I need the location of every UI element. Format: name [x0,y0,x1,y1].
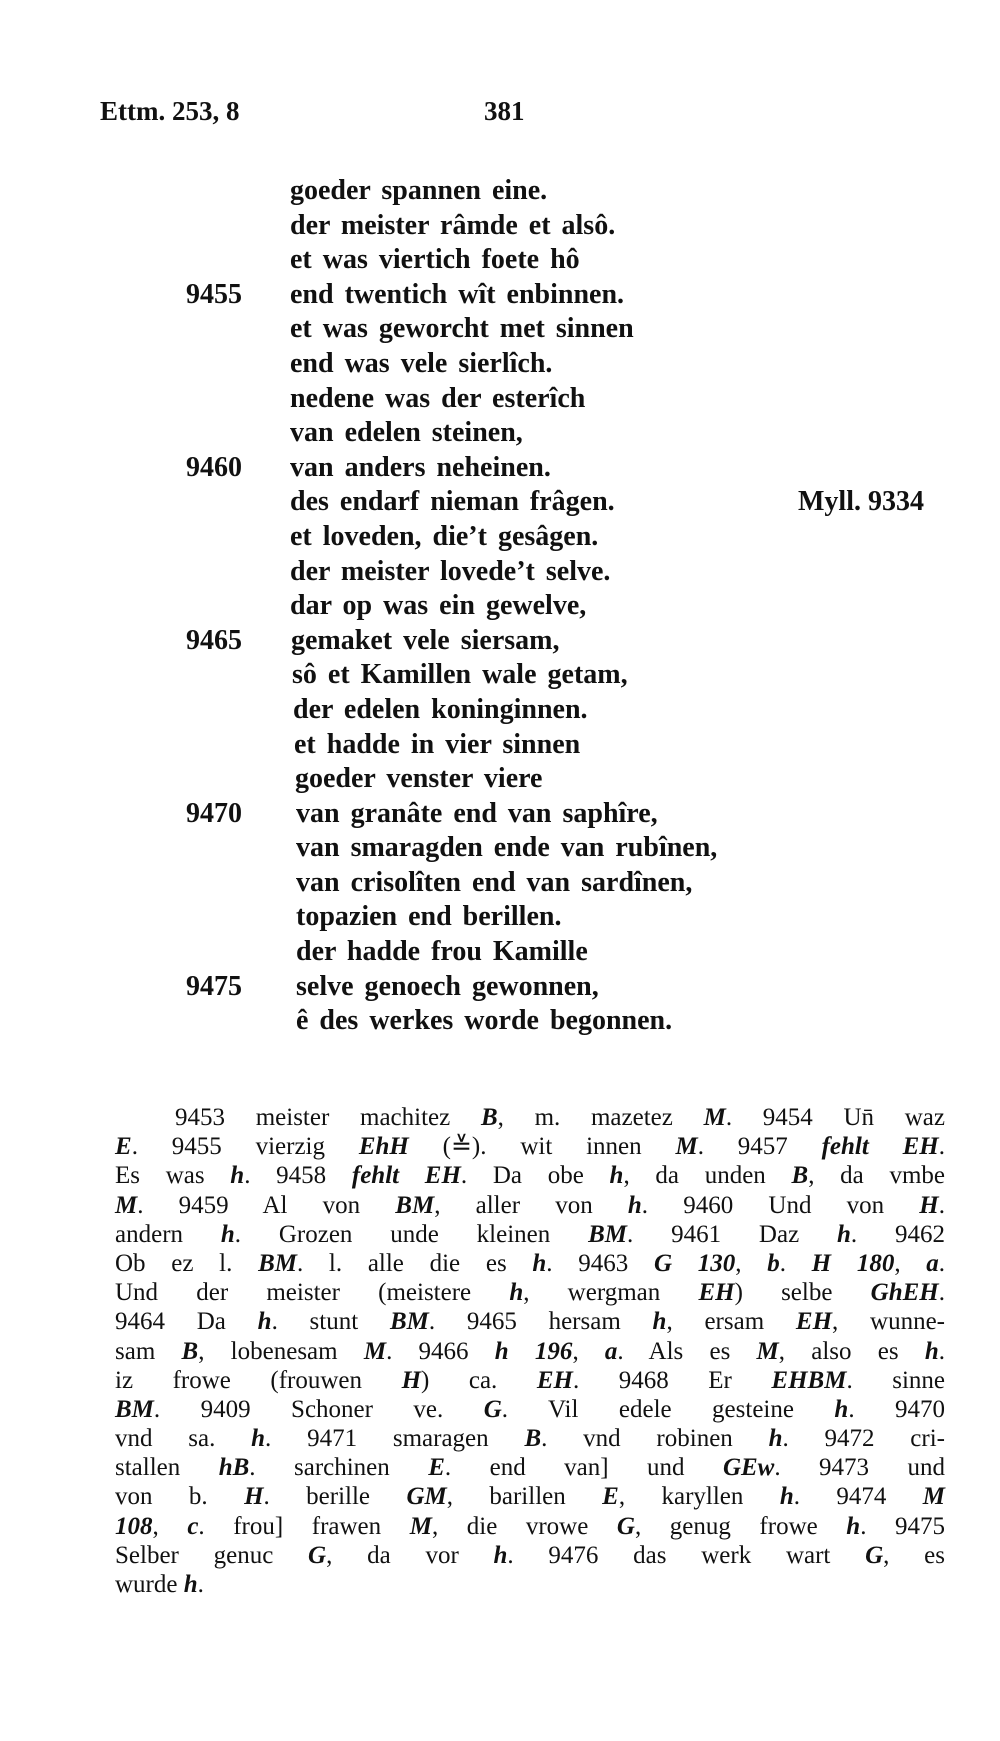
verse-text: selve genoech gewonnen, [296,970,599,1002]
manuscript-siglum: hB [218,1454,250,1482]
critical-apparatus-footnotes [115,1103,945,1599]
manuscript-siglum: E [115,1133,132,1161]
manuscript-siglum: EHBM [771,1366,847,1394]
footnote-line [115,1278,945,1307]
footnote-text: , ersam [666,1308,796,1336]
manuscript-siglum: M [756,1337,779,1365]
verse-text: van granâte end van saphîre, [296,797,658,829]
footnote-text: Es was [115,1162,231,1190]
manuscript-siglum: H [244,1483,264,1511]
manuscript-siglum: h 196 [494,1337,573,1365]
verse-line [0,278,1000,313]
footnote-line [115,1482,945,1511]
footnote-text: . 9471 smaragen [265,1425,525,1453]
verse-line [0,935,1000,970]
manuscript-siglum: EH [536,1366,573,1394]
verse-text-block [0,174,1000,1039]
manuscript-siglum: h [532,1249,547,1277]
verse-line [0,382,1000,417]
verse-line [0,174,1000,209]
footnote-line [115,1395,945,1424]
manuscript-siglum: E [428,1454,445,1482]
footnote-text: . frou] frawen [198,1512,410,1540]
footnote-text: . 9475 [860,1512,946,1540]
footnote-text: , da vmbe [808,1162,946,1190]
footnote-text: . 9454 Un̄ waz [725,1104,945,1131]
footnote-text: ) selbe [734,1279,871,1307]
footnote-text: andern [115,1220,221,1248]
verse-text: end twentich wît enbinnen. [290,278,625,310]
footnote-text: , [735,1249,768,1277]
manuscript-siglum: G [865,1541,884,1569]
footnote-line [115,1337,945,1366]
manuscript-siglum: BM [395,1191,435,1219]
verse-text: et was viertich foete hô [290,244,580,276]
manuscript-siglum: a [604,1337,618,1365]
manuscript-siglum: h [509,1279,524,1307]
line-number: 9465 [186,624,242,656]
verse-line [0,312,1000,347]
manuscript-siglum: BM [588,1220,628,1248]
footnote-line [115,1366,945,1395]
manuscript-siglum: h [834,1395,849,1423]
verse-line [0,520,1000,555]
manuscript-siglum: GM [406,1483,447,1511]
manuscript-siglum: h [493,1541,508,1569]
verse-text: der meister râmde et alsô. [290,209,616,241]
verse-text: van smaragden ende van rubînen, [296,832,718,864]
verse-line [0,555,1000,590]
footnote-text: . [197,1571,204,1598]
manuscript-siglum: h [779,1483,794,1511]
verse-text: van edelen steinen, [290,417,523,449]
footnote-text: . end van] und [444,1454,723,1482]
manuscript-siglum: B [791,1162,809,1190]
manuscript-siglum: M [409,1512,432,1540]
footnote-text: , wunne- [832,1308,946,1336]
running-header-reference: Ettm. 253, 8 [100,96,240,126]
verse-text: dar op was ein gewelve, [290,590,587,622]
manuscript-siglum: BM [389,1308,429,1336]
footnote-text: . stunt [271,1308,390,1336]
footnote-text: . 9409 Schoner ve. [153,1395,484,1423]
footnote-text: , [152,1512,188,1540]
manuscript-siglum: fehlt EH [351,1162,461,1190]
manuscript-siglum: h [230,1162,245,1190]
footnote-text: , aller von [434,1191,628,1219]
manuscript-siglum: G [483,1395,502,1423]
verse-line [0,209,1000,244]
page-number: 381 [484,96,525,126]
footnote-text: . 9474 [793,1483,923,1511]
footnote-text: , da unden [623,1162,792,1190]
verse-line [0,347,1000,382]
manuscript-siglum: B [480,1104,498,1131]
footnote-text: . 9460 Und von [641,1191,920,1219]
footnote-text: . 9461 Daz [627,1220,838,1248]
footnote-line [115,1424,945,1453]
footnote-line [115,1132,945,1161]
footnote-text: . vnd robinen [541,1425,769,1453]
footnote-line [115,1191,945,1220]
manuscript-siglum: h [183,1571,198,1598]
manuscript-siglum: BM [258,1249,297,1277]
footnote-text: . [938,1279,945,1307]
line-number: 9455 [186,278,242,310]
verse-text: sô et Kamillen wale getam, [292,659,628,691]
footnote-text: . 9468 Er [572,1366,772,1394]
verse-text: et loveden, die’t gesâgen. [290,520,599,552]
manuscript-siglum: EH [795,1308,833,1336]
manuscript-siglum: B [524,1425,542,1453]
manuscript-siglum: B [181,1337,199,1365]
manuscript-siglum: H 180 [811,1249,895,1277]
footnote-text: . 9462 [850,1220,946,1248]
manuscript-siglum: M [675,1133,698,1161]
manuscript-siglum: BM [115,1395,154,1423]
manuscript-siglum: G [308,1541,327,1569]
verse-text: et was geworcht met sinnen [290,313,634,345]
footnote-text: iz frowe (frouwen [115,1366,402,1394]
verse-line [0,658,1000,693]
footnote-text: . 9470 [848,1395,946,1423]
footnote-text: . 9458 [244,1162,352,1190]
verse-text: goeder spannen eine. [290,175,548,206]
manuscript-siglum: G 130 [653,1249,736,1277]
manuscript-siglum: M [115,1191,138,1219]
footnote-text: . 9466 [386,1337,495,1365]
footnote-text: von b. [115,1483,245,1511]
verse-text: der edelen koninginnen. [293,693,588,725]
verse-text: des endarf nieman frâgen. [290,486,615,518]
manuscript-siglum: H [401,1366,422,1394]
manuscript-siglum: h [837,1220,851,1248]
footnote-text: . 9465 hersam [428,1308,653,1336]
footnote-text: vnd sa. [115,1425,252,1453]
footnote-text: . 9476 das werk wart [507,1541,866,1569]
verse-line [0,485,1000,520]
verse-line [0,762,1000,797]
verse-line [0,831,1000,866]
verse-line [0,243,1000,278]
footnote-text: , [572,1337,605,1365]
footnote-text: . 9473 und [774,1454,945,1482]
manuscript-siglum: M [922,1483,946,1511]
footnote-text: , genug frowe [634,1512,847,1540]
footnote-text: Und der meister (meistere [115,1279,510,1307]
line-number: 9470 [186,797,242,829]
manuscript-siglum: a [926,1249,939,1277]
manuscript-siglum: c [187,1512,199,1540]
verse-line [0,1004,1000,1039]
footnote-line [115,1220,945,1249]
line-number: 9475 [186,970,242,1002]
verse-line [0,797,1000,832]
verse-line [0,416,1000,451]
manuscript-siglum: GEw [722,1454,775,1482]
manuscript-siglum: fehlt EH [821,1133,939,1161]
manuscript-siglum: h [251,1425,266,1453]
footnote-text: , lobenesam [198,1337,364,1365]
manuscript-siglum: h [257,1308,272,1336]
footnote-text: , die vrowe [431,1512,617,1540]
footnote-text: . Als es [617,1337,757,1365]
manuscript-siglum: G [616,1512,635,1540]
footnote-text: 9453 meister machitez [175,1104,481,1131]
footnote-text: . l. alle die es [296,1249,533,1277]
verse-line [0,451,1000,486]
footnote-text: , also es [778,1337,925,1365]
manuscript-siglum: h [652,1308,667,1336]
footnote-text: . 9455 vierzig [131,1133,359,1161]
footnote-text: . [938,1191,945,1219]
manuscript-siglum: h [768,1425,783,1453]
verse-text: et hadde in vier sinnen [294,728,581,760]
verse-line [0,624,1000,659]
line-number: 9460 [186,451,242,483]
verse-text: nedene was der esterîch [290,382,586,414]
manuscript-siglum: h [924,1337,939,1365]
footnote-line [115,1103,945,1132]
manuscript-siglum: M [363,1337,387,1365]
footnote-text: . [938,1249,946,1277]
footnote-text: Selber genuc [115,1541,309,1569]
manuscript-siglum: EH [698,1279,735,1307]
verse-line [0,728,1000,763]
footnote-text: . 9459 Al von [137,1191,396,1219]
footnote-text: ) ca. [421,1366,537,1394]
footnote-text: stallen [115,1454,219,1482]
manuscript-siglum: b [767,1249,780,1277]
verse-text: end was vele sierlîch. [290,347,553,379]
verse-text: van crisolîten end van sardînen, [296,866,693,898]
verse-line [0,866,1000,901]
manuscript-siglum: EhH [358,1133,409,1161]
manuscript-siglum: h [609,1162,624,1190]
footnote-text: . Grozen unde kleinen [234,1220,589,1248]
footnote-text: (≚). wit innen [408,1133,676,1161]
footnote-text: , wergman [523,1279,699,1307]
footnote-text: Ob ez l. [115,1249,259,1277]
verse-line [0,970,1000,1005]
footnote-text: , da vor [326,1541,494,1569]
footnote-text: , m. mazetez [497,1104,704,1131]
footnote-text: , es [883,1541,945,1569]
manuscript-siglum: GhEH [870,1279,939,1307]
footnote-text: . sinne [846,1366,945,1394]
footnote-text: wurde [115,1571,184,1598]
footnote-text: . 9472 cri- [782,1425,946,1453]
verse-text: der hadde frou Kamille [296,936,588,968]
footnote-text: , karyllen [618,1483,780,1511]
verse-text: ê des werkes worde begonnen. [296,1005,673,1037]
footnote-line [115,1512,945,1541]
parallel-reference: Myll. 9334 [798,486,924,518]
manuscript-siglum: h [220,1220,235,1248]
verse-line [0,589,1000,624]
manuscript-siglum: E [602,1483,619,1511]
footnote-line [115,1249,945,1278]
manuscript-siglum: M [703,1104,726,1131]
footnote-line [115,1453,945,1482]
footnote-text: . Da obe [460,1162,610,1190]
manuscript-siglum: 108 [115,1512,153,1540]
footnote-text: . [938,1133,945,1161]
footnote-text: . [938,1337,945,1365]
verse-text: der meister lovede’t selve. [290,555,611,587]
footnote-text: . sarchinen [249,1454,429,1482]
verse-line [0,693,1000,728]
verse-text: van anders neheinen. [290,451,551,483]
footnote-line [115,1570,945,1599]
footnote-text: . berille [263,1483,407,1511]
footnote-line [115,1541,945,1570]
manuscript-siglum: H [919,1191,939,1219]
footnote-text: . [779,1249,812,1277]
verse-line [0,900,1000,935]
footnote-text: . 9463 [546,1249,654,1277]
verse-text: topazien end berillen. [296,901,562,933]
footnote-text: , [894,1249,927,1277]
footnote-text: , barillen [446,1483,603,1511]
footnote-text: . 9457 [697,1133,822,1161]
footnote-text: sam [115,1337,182,1365]
footnote-line [115,1161,945,1190]
footnote-text: . Vil edele gesteine [501,1395,835,1423]
verse-text: gemaket vele siersam, [291,624,560,656]
manuscript-siglum: h [846,1512,861,1540]
manuscript-siglum: h [627,1191,642,1219]
footnote-line [115,1307,945,1336]
verse-text: goeder venster viere [295,763,543,795]
footnote-text: 9464 Da [115,1308,258,1336]
